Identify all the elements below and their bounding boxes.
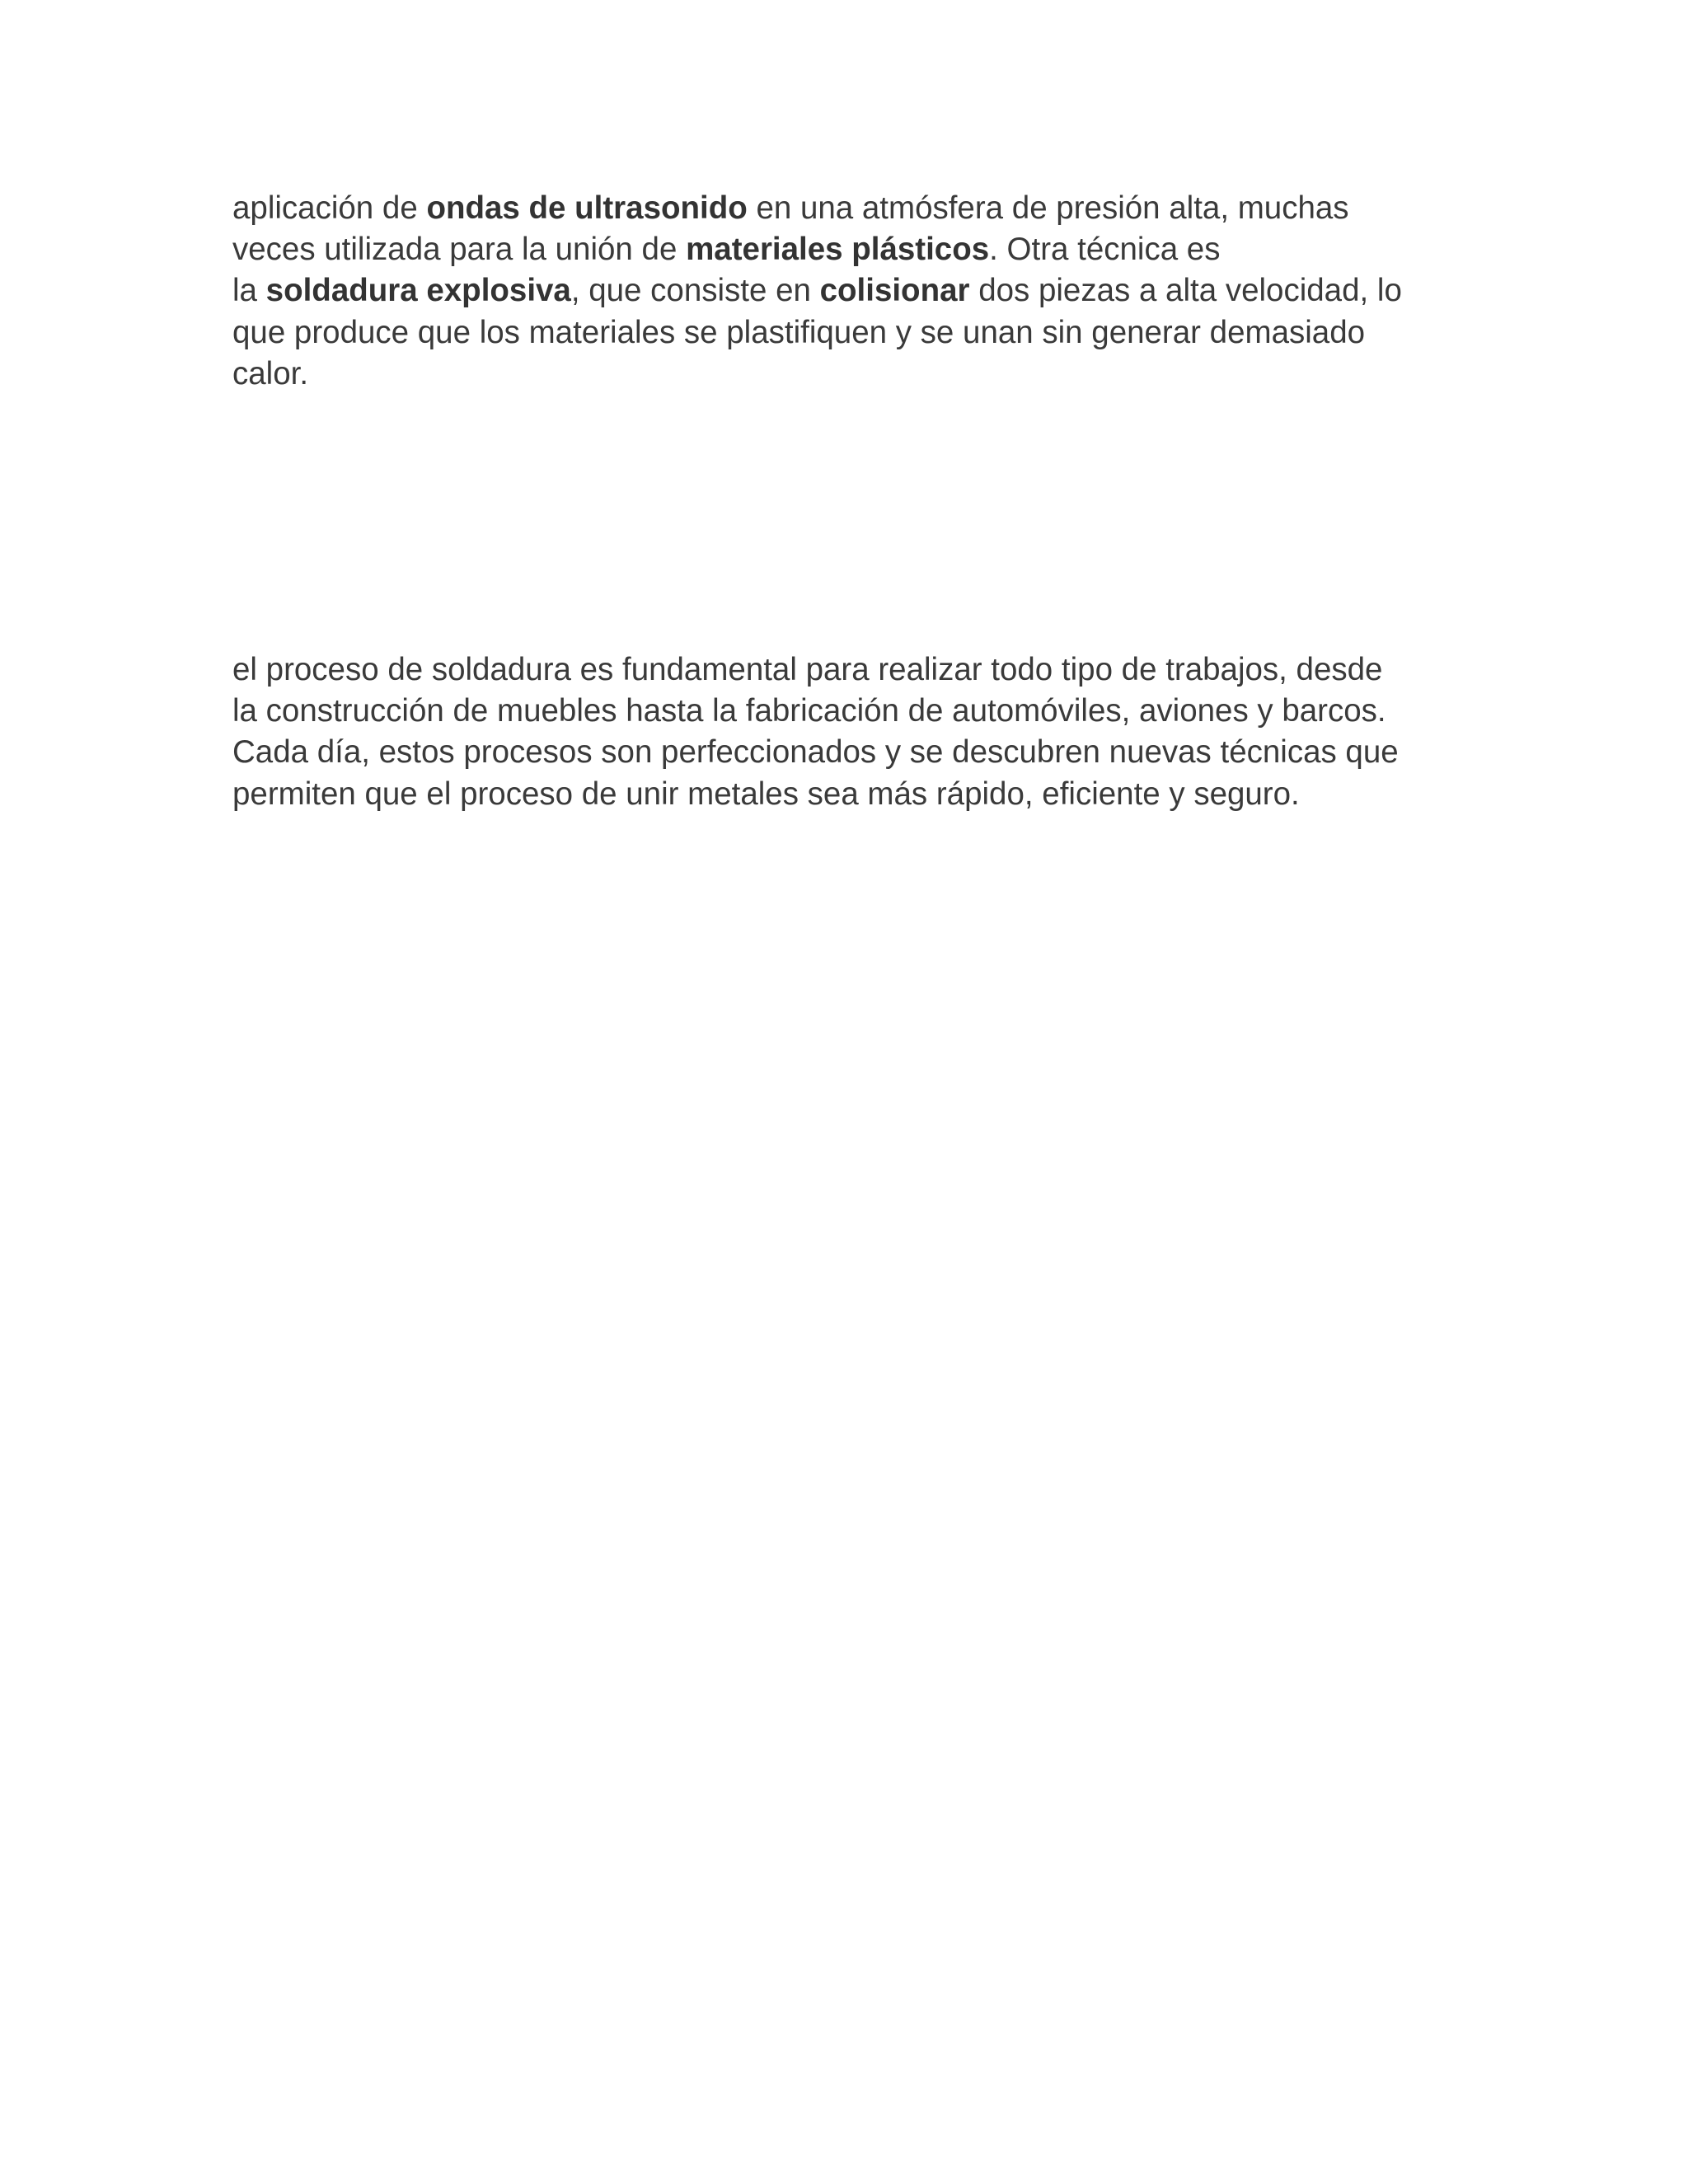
- text-run: aplicación de: [232, 190, 427, 226]
- text-run: la: [232, 273, 266, 309]
- text-line: el proceso de soldadura es fundamental para realizar todo tipo de trabajos, desde: [232, 652, 1383, 687]
- text-run: dos piezas a alta velocidad, lo: [969, 273, 1402, 309]
- text-line: [232, 354, 1469, 395]
- text-run: calor.: [232, 355, 309, 391]
- paragraph-welding-techniques: [232, 188, 1469, 395]
- text-line: la construcción de muebles hasta la fabricación de automóviles, aviones y barcos.: [232, 693, 1386, 729]
- bold-term: materiales plásticos: [686, 232, 990, 268]
- text-run: . Otra técnica es: [989, 232, 1221, 268]
- text-line: [232, 229, 1469, 270]
- text-line: [232, 312, 1469, 354]
- text-line: permiten que el proceso de unir metales sea más rápido, eficiente y seguro.: [232, 776, 1300, 812]
- text-line: [232, 270, 1469, 312]
- text-line: Cada día, estos procesos son perfeccionados y se descubren nuevas técnicas que: [232, 734, 1399, 771]
- text-run: en una atmósfera de presión alta, muchas: [747, 190, 1349, 226]
- bold-term: soldadura explosiva: [265, 273, 571, 309]
- text-run: veces utilizada para la unión de: [232, 232, 687, 268]
- text-run: que produce que los materiales se plastifiquen y se unan sin generar demasiado: [232, 314, 1366, 350]
- paragraph-conclusion: [232, 649, 1469, 815]
- bold-term: colisionar: [819, 273, 970, 309]
- text-line: [232, 188, 1469, 229]
- text-run: , que consiste en: [570, 273, 820, 309]
- bold-term: ondas de ultrasonido: [426, 190, 748, 226]
